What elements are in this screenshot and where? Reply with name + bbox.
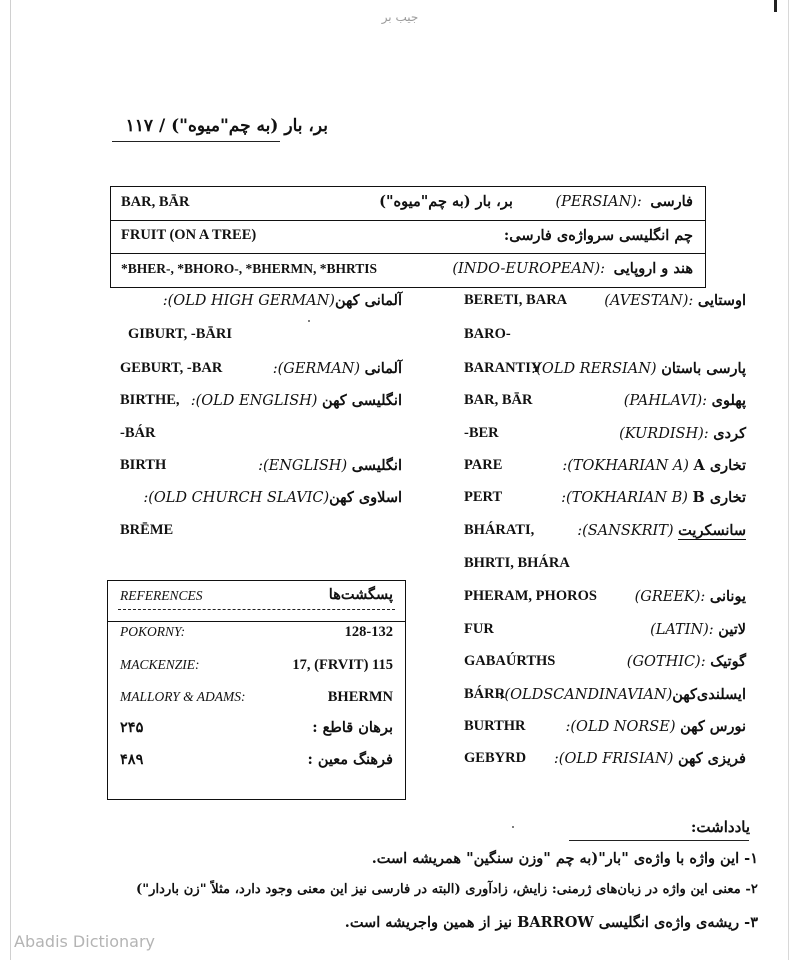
scan-speck — [512, 826, 514, 828]
cognate-label: اسلاوی کهن:(OLD CHURCH SLAVIC) — [143, 489, 402, 506]
cognate-label: انگلیسی :(ENGLISH) — [258, 457, 402, 474]
cognate-label: ایسلندی‌کهن:(OLDSCANDINAVIAN) — [499, 686, 746, 703]
cognate-label: پارسی باستان :(OLD RERSIAN) — [531, 360, 746, 377]
cognate-label: گوتیک (GOTHIC): — [626, 653, 746, 670]
cognate-label: آلمانی کهن:(OLD HIGH GERMAN) — [162, 292, 402, 309]
reference-value: ۴۸۹ — [120, 751, 144, 768]
cognate-row — [464, 750, 746, 767]
cognate-word: BARANTIY — [464, 360, 542, 376]
persian-lang: (PERSIAN): — [555, 194, 642, 210]
persian-row — [379, 193, 693, 210]
cognate-row — [464, 326, 746, 343]
cognate-row — [120, 522, 173, 539]
cognate-row — [464, 457, 746, 474]
reference-value: 17, (FRVIT) 115 — [292, 657, 393, 673]
cognate-label: کردی (KURDISH): — [619, 425, 746, 442]
cognate-word: -BÁR — [120, 425, 156, 441]
cognate-row — [464, 555, 746, 572]
reference-source: POKORNY: — [120, 624, 186, 639]
references-dashed-line — [118, 609, 395, 610]
cognate-label: انگلیسی کهن :(OLD ENGLISH) — [190, 392, 402, 409]
cognate-word: PARE — [464, 457, 503, 473]
notes-title-underline — [569, 840, 749, 841]
cognate-word: BHÁRATI, — [464, 522, 535, 538]
cognate-row — [464, 718, 746, 735]
cognate-word: BAR, BĀR — [464, 392, 533, 408]
cognate-word: PERT — [464, 489, 503, 505]
note-item: ۲- معنی این واژه در زبان‌های ژرمنی: زایش، زادآوری (البته در فارسی نیز این معنی وجود دارد، مثلاً "زن باردار") — [136, 882, 758, 897]
cognate-word: PHERAM, PHOROS — [464, 588, 597, 604]
reference-source: فرهنگ معین : — [307, 751, 393, 768]
reference-source: MACKENZIE: — [120, 657, 200, 672]
page-header: بر، بار (به چم"میوه") / ۱۱۷ — [125, 116, 328, 136]
cognate-word: BRĒME — [120, 522, 174, 538]
scan-speck — [308, 320, 310, 322]
cognate-row — [464, 686, 746, 703]
english-word: BAR, BĀR — [121, 194, 190, 210]
references-title-fa: پسگشت‌ها — [328, 586, 393, 603]
cognate-row — [464, 392, 746, 409]
watermark: Abadis Dictionary — [14, 932, 155, 951]
cognate-label: آلمانی :(GERMAN) — [272, 360, 402, 377]
cognate-word: FUR — [464, 621, 494, 637]
cognate-word: BERETI, BARA — [464, 292, 568, 308]
cognate-row — [464, 292, 746, 309]
table-divider — [111, 253, 705, 254]
indo-european-lang: (INDO-EUROPEAN): — [452, 261, 606, 277]
cognate-word: -BER — [464, 425, 499, 441]
reference-source: برهان قاطع : — [312, 719, 393, 736]
notes-title: یادداشت: — [690, 818, 750, 836]
indo-european-roots: *BHER-, *BHORO-, *BHERMN, *BHRTIS — [121, 261, 378, 276]
cognate-row — [464, 489, 746, 506]
cognate-word: GEBYRD — [464, 750, 527, 766]
references-title-en: REFERENCES — [120, 588, 203, 603]
cognate-row — [464, 522, 746, 539]
cognate-word: GABAÚRTHS — [464, 653, 556, 669]
cognate-label: تخاری B :(TOKHARIAN B) — [561, 489, 746, 506]
table-divider — [111, 220, 705, 221]
cognate-row — [120, 425, 155, 442]
indo-european-label: هند و اروپایی — [613, 260, 693, 277]
reference-value: BHERMN — [327, 689, 393, 705]
cognate-row — [464, 653, 746, 670]
cognate-row — [464, 621, 746, 638]
cognate-word: BIRTH — [120, 457, 167, 473]
persian-label: فارسی — [650, 193, 693, 210]
note-item: ۳- ریشه‌ی واژه‌ی انگلیسی BARROW نیز از همین واجریشه است. — [344, 914, 758, 931]
reference-value: ۲۴۵ — [120, 719, 144, 736]
cognate-label: پهلوی (PAHLAVI): — [623, 392, 746, 409]
cognate-label: یونانی (GREEK): — [634, 588, 746, 605]
references-divider — [108, 621, 405, 622]
cognate-row — [128, 326, 232, 343]
cognate-word: GEBURT, -BAR — [120, 360, 223, 376]
cognate-row — [120, 457, 402, 474]
page-right-edge — [788, 0, 789, 960]
references-box — [107, 580, 406, 800]
cognate-label: فریزی کهن :(OLD FRISIAN) — [553, 750, 746, 767]
cognate-word: BARO- — [464, 326, 511, 342]
cognate-word: BURTHR — [464, 718, 526, 734]
cognate-word: BÁRR — [464, 686, 506, 702]
persian-word: بر، بار (به چم"میوه") — [379, 193, 513, 210]
cognate-label: نورس کهن :(OLD NORSE) — [565, 718, 746, 735]
cognate-row — [464, 588, 746, 605]
cognate-row — [120, 392, 402, 409]
indo-european-row — [452, 260, 693, 277]
page-header-underline — [112, 141, 280, 142]
cognate-row — [464, 360, 746, 377]
reference-source: MALLORY & ADAMS: — [120, 689, 246, 704]
note-item: ۱- این واژه با واژه‌ی "بار"(به چم "وزن سنگین" همریشه است. — [371, 850, 758, 867]
main-entry-table — [110, 186, 706, 288]
cognate-word: BIRTHE, — [120, 392, 180, 408]
cognate-row — [464, 425, 746, 442]
cognate-word: BHRTI, BHÁRA — [464, 555, 570, 571]
page-left-edge — [10, 0, 11, 960]
cognate-label: اوستایی (AVESTAN): — [604, 292, 746, 309]
english-meaning-label: چم انگلیسی سرواژه‌ی فارسی: — [503, 227, 693, 244]
cognate-word: GIBURT, -BĀRI — [128, 326, 232, 342]
english-meaning: FRUIT (ON A TREE) — [121, 227, 257, 243]
reference-value: 128-132 — [344, 624, 393, 640]
cognate-row — [120, 360, 402, 377]
cognate-label: سانسکریت :(SANSKRIT) — [577, 522, 746, 539]
cognate-label: لاتین (LATIN): — [650, 621, 746, 638]
site-title: جیب بر — [381, 10, 419, 24]
cognate-label: تخاری A :(TOKHARIAN A) — [562, 457, 746, 474]
